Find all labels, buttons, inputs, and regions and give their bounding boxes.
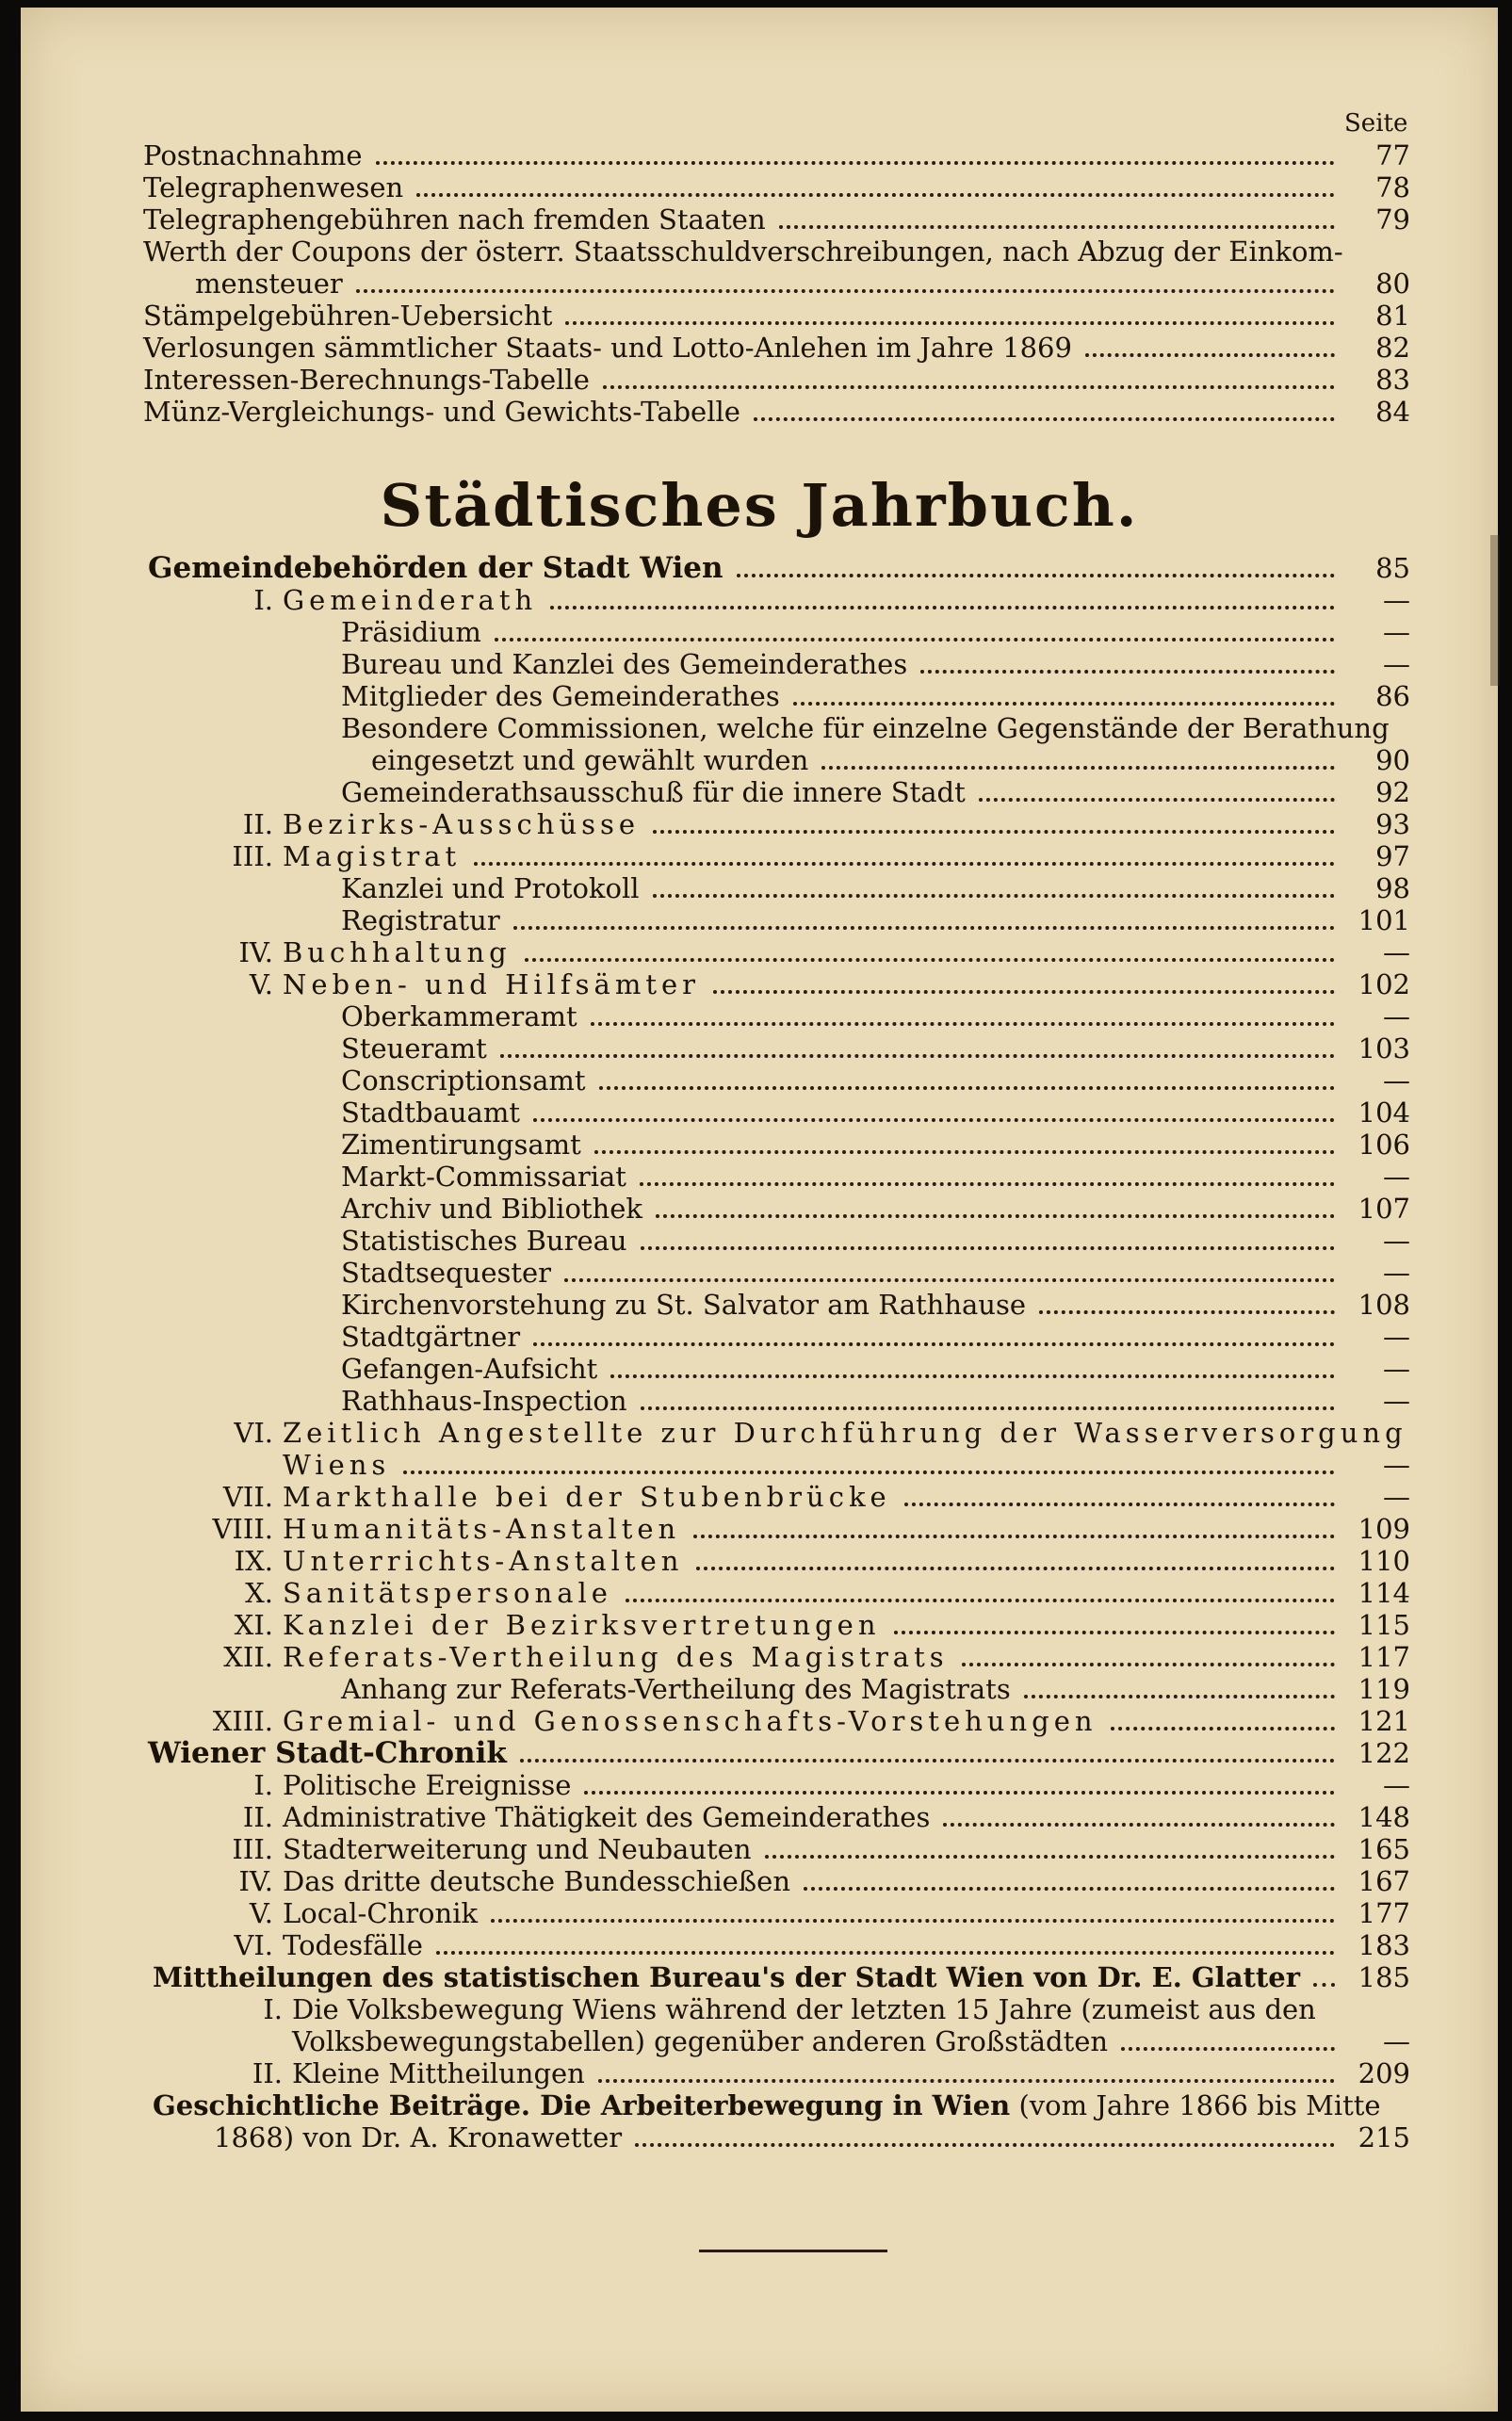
toc-entry xyxy=(341,1321,1410,1353)
entry-label: Gemeindebehörden der Stadt Wien xyxy=(148,551,723,585)
toc-entry xyxy=(171,1769,1410,1801)
page-number: 110 xyxy=(1358,1545,1410,1577)
entry-label: Stadtbauamt xyxy=(341,1097,521,1129)
page-number: 167 xyxy=(1358,1865,1410,1897)
page-number: — xyxy=(1383,1385,1410,1417)
dot-leader xyxy=(894,1631,1336,1634)
dot-leader xyxy=(979,798,1335,802)
page-number: 83 xyxy=(1375,364,1410,396)
dot-leader xyxy=(491,1919,1335,1923)
page-number: 104 xyxy=(1358,1097,1410,1129)
toc-entry xyxy=(171,1705,1410,1737)
entry-label: Bureau und Kanzlei des Gemeinderathes xyxy=(341,648,908,680)
coupon-line: Werth der Coupons der österr. Staatsschuldverschreibungen, nach Abzug der Einkom- xyxy=(143,236,1343,268)
dot-leader xyxy=(603,385,1335,389)
page-number: 107 xyxy=(1358,1193,1410,1225)
dot-leader xyxy=(376,161,1335,165)
dot-leader xyxy=(754,417,1335,421)
page-number: 185 xyxy=(1358,1961,1410,1993)
dot-leader xyxy=(653,830,1335,834)
entry-label: mensteuer xyxy=(195,268,343,300)
dot-leader xyxy=(1085,353,1335,357)
dot-leader xyxy=(591,1022,1335,1026)
entry-label: Gremial- und Genossenschafts-Vorstehungen xyxy=(283,1705,1097,1737)
entry-number: V. xyxy=(249,1897,273,1929)
entry-label: Telegraphenwesen xyxy=(143,171,404,203)
toc-entry xyxy=(341,1161,1410,1193)
dot-leader xyxy=(765,1855,1335,1859)
entry-label: Anhang zur Referats-Vertheilung des Magistrats xyxy=(341,1673,1011,1705)
toc-entry xyxy=(143,300,1410,332)
toc-entry xyxy=(341,1353,1410,1385)
toc-section xyxy=(153,1961,1410,1993)
dot-leader xyxy=(943,1823,1335,1827)
dot-leader xyxy=(610,1374,1335,1378)
toc-entry xyxy=(171,1833,1410,1865)
dot-leader xyxy=(525,958,1335,962)
toc-section xyxy=(148,1737,1410,1769)
page-number: — xyxy=(1383,1000,1410,1032)
entry-number: V. xyxy=(249,968,273,1000)
toc-entry xyxy=(341,776,1410,808)
entry-label: Stadtsequester xyxy=(341,1257,552,1289)
entry-label: Mittheilungen des statistischen Bureau's der Stadt Wien von Dr. E. Glatter xyxy=(153,1961,1300,1993)
page-number: 97 xyxy=(1375,840,1410,872)
entry-number: III. xyxy=(232,1833,273,1865)
dot-leader xyxy=(696,1567,1335,1570)
seite-label: Seite xyxy=(1344,109,1408,138)
entry-number: XI. xyxy=(234,1609,273,1641)
dot-leader xyxy=(356,289,1335,293)
page-number: — xyxy=(1383,1161,1410,1193)
page-number: 215 xyxy=(1358,2121,1410,2153)
page-number: 106 xyxy=(1358,1129,1410,1161)
entry-label: Politische Ereignisse xyxy=(283,1769,572,1801)
page-edge-shadow xyxy=(1490,535,1500,686)
page-number: — xyxy=(1383,1769,1410,1801)
toc-entry xyxy=(341,904,1410,936)
toc-entry xyxy=(143,332,1410,364)
page-number: 84 xyxy=(1375,396,1410,428)
entry-label: Humanitäts-Anstalten xyxy=(283,1513,681,1545)
closing-rule xyxy=(699,2250,887,2252)
dot-leader xyxy=(564,1278,1335,1282)
dot-leader xyxy=(550,606,1335,609)
entry-number: VI. xyxy=(234,1929,273,1961)
page-number: 78 xyxy=(1375,171,1410,203)
entry-label: Buchhaltung xyxy=(283,936,512,968)
dot-leader xyxy=(635,2143,1335,2147)
page-number: — xyxy=(1383,936,1410,968)
entry-label: Oberkammeramt xyxy=(341,1000,577,1032)
dot-leader xyxy=(793,702,1335,706)
toc-entry xyxy=(341,1225,1410,1257)
page-number: — xyxy=(1383,1353,1410,1385)
toc-entry xyxy=(171,2057,1410,2089)
page-number: 86 xyxy=(1375,680,1410,712)
volks-line xyxy=(171,1993,1316,2025)
entry-number: I. xyxy=(263,1993,283,2025)
page-number: 102 xyxy=(1358,968,1410,1000)
dot-leader xyxy=(626,1599,1335,1602)
toc-entry xyxy=(171,1865,1410,1897)
dot-leader xyxy=(594,1150,1335,1154)
toc-entry xyxy=(171,1897,1410,1929)
entry-label: eingesetzt und gewählt wurden xyxy=(371,744,809,776)
entry-label: Wiener Stadt-Chronik xyxy=(148,1736,507,1770)
toc-entry xyxy=(341,648,1410,680)
toc-entry xyxy=(171,840,1410,872)
entry-label: Local-Chronik xyxy=(283,1897,479,1929)
geschicht-line xyxy=(153,2089,1381,2121)
dot-leader xyxy=(474,862,1335,866)
toc-entry xyxy=(341,680,1410,712)
entry-number: II. xyxy=(252,2057,283,2089)
entry-label: Markt-Commissariat xyxy=(341,1161,626,1193)
entry-number: II. xyxy=(242,808,273,840)
page-number: 183 xyxy=(1358,1929,1410,1961)
dot-leader xyxy=(904,1503,1335,1506)
page-number: — xyxy=(1383,1481,1410,1513)
toc-entry xyxy=(341,872,1410,904)
entry-label: Interessen-Berechnungs-Tabelle xyxy=(143,364,590,396)
entry-number: VI. xyxy=(234,1417,273,1449)
entry-number: IV. xyxy=(238,1865,273,1897)
dot-leader xyxy=(533,1118,1335,1122)
dot-leader xyxy=(713,990,1335,994)
entry-label: Zimentirungsamt xyxy=(341,1129,581,1161)
dot-leader xyxy=(436,1951,1335,1955)
page-number: — xyxy=(1383,1321,1410,1353)
page-number: 119 xyxy=(1358,1673,1410,1705)
page-number: — xyxy=(1383,1225,1410,1257)
toc-entry xyxy=(341,1193,1410,1225)
entry-label: Steueramt xyxy=(341,1032,487,1064)
entry-label: Markthalle bei der Stubenbrücke xyxy=(283,1481,891,1513)
page-number: 81 xyxy=(1375,300,1410,332)
page-number: 98 xyxy=(1375,872,1410,904)
toc-entry xyxy=(341,1289,1410,1321)
toc-entry xyxy=(195,268,1410,300)
dot-leader xyxy=(1111,1727,1335,1730)
entry-label: Archiv und Bibliothek xyxy=(341,1193,642,1225)
section-heading: Städtisches Jahrbuch. xyxy=(380,471,1139,540)
page-number: 80 xyxy=(1375,268,1410,300)
page xyxy=(21,8,1498,2412)
entry-label: Magistrat xyxy=(283,840,462,872)
page-number: — xyxy=(1383,1064,1410,1097)
toc-entry xyxy=(171,1545,1410,1577)
dot-leader xyxy=(920,670,1335,674)
entry-number: XII. xyxy=(223,1641,273,1673)
toc-entry xyxy=(171,1801,1410,1833)
dot-leader xyxy=(737,574,1335,577)
entry-number: IV. xyxy=(238,936,273,968)
toc-entry xyxy=(171,1577,1410,1609)
dot-leader xyxy=(1121,2047,1335,2051)
toc-entry xyxy=(143,203,1410,236)
dot-leader xyxy=(641,1246,1335,1250)
entry-number: I. xyxy=(253,584,273,616)
toc-section xyxy=(148,552,1410,584)
page-number: 103 xyxy=(1358,1032,1410,1064)
entry-label: Bezirks-Ausschüsse xyxy=(283,808,641,840)
page-number: — xyxy=(1383,648,1410,680)
toc-entry xyxy=(292,2025,1410,2057)
entry-number: II. xyxy=(242,1801,273,1833)
dot-leader xyxy=(584,1791,1335,1795)
page-number: 209 xyxy=(1358,2057,1410,2089)
page-number: 93 xyxy=(1375,808,1410,840)
entry-label: Das dritte deutsche Bundesschießen xyxy=(283,1865,790,1897)
toc-entry xyxy=(283,1449,1410,1481)
entry-number: I. xyxy=(253,1769,273,1801)
dot-leader xyxy=(598,2079,1335,2083)
dot-leader xyxy=(1039,1310,1335,1314)
dot-leader xyxy=(416,193,1335,197)
dot-leader xyxy=(599,1086,1335,1090)
entry-label: Todesfälle xyxy=(283,1929,423,1961)
entry-label: Präsidium xyxy=(341,616,481,648)
page-number: 92 xyxy=(1375,776,1410,808)
page-number: — xyxy=(1383,1257,1410,1289)
toc-entry xyxy=(341,1129,1410,1161)
page-number: — xyxy=(1383,616,1410,648)
dot-leader xyxy=(495,638,1335,642)
entry-label: Kleine Mittheilungen xyxy=(292,2057,585,2089)
dot-leader xyxy=(1313,1983,1335,1987)
page-number: — xyxy=(1383,584,1410,616)
toc-entry xyxy=(341,1257,1410,1289)
page-number: — xyxy=(1383,2025,1410,2057)
entry-label: 1868) von Dr. A. Kronawetter xyxy=(214,2121,623,2153)
entry-number: VIII. xyxy=(212,1513,273,1545)
entry-number: XIII. xyxy=(212,1705,273,1737)
page-number: 148 xyxy=(1358,1801,1410,1833)
entry-label: Volksbewegungstabellen) gegenüber anderen Großstädten xyxy=(292,2025,1109,2057)
page-number: 77 xyxy=(1375,139,1410,171)
page-number: 82 xyxy=(1375,332,1410,364)
dot-leader xyxy=(804,1887,1335,1891)
entry-label: Die Volksbewegung Wiens während der letzten 15 Jahre (zumeist aus den xyxy=(292,1993,1316,2025)
page-number: 165 xyxy=(1358,1833,1410,1865)
toc-entry xyxy=(341,1673,1410,1705)
dot-leader xyxy=(779,225,1335,229)
entry-label: Gemeinderath xyxy=(283,584,538,616)
dot-leader xyxy=(962,1663,1335,1666)
entry-number: III. xyxy=(232,840,273,872)
page-number: 115 xyxy=(1358,1609,1410,1641)
dot-leader xyxy=(656,1214,1335,1218)
entry-label: Verlosungen sämmtlicher Staats- und Lotto-Anlehen im Jahre 1869 xyxy=(143,332,1072,364)
toc-entry xyxy=(341,1000,1410,1032)
entry-label: Gefangen-Aufsicht xyxy=(341,1353,598,1385)
dot-leader xyxy=(653,894,1335,898)
toc-entry xyxy=(143,139,1410,171)
entry-label: Rathhaus-Inspection xyxy=(341,1385,627,1417)
entry-label: Neben- und Hilfsämter xyxy=(283,968,701,1000)
toc-entry xyxy=(341,1097,1410,1129)
dot-leader xyxy=(500,1054,1335,1058)
page-number: 108 xyxy=(1358,1289,1410,1321)
toc-entry xyxy=(171,968,1410,1000)
dot-leader xyxy=(403,1470,1335,1474)
entry-label: Statistisches Bureau xyxy=(341,1225,627,1257)
dot-leader xyxy=(641,1406,1336,1410)
toc-entry xyxy=(143,171,1410,203)
entry-label: Kanzlei der Bezirksvertretungen xyxy=(283,1609,881,1641)
entry-label: Gemeinderathsausschuß für die innere Stadt xyxy=(341,776,966,808)
entry-label: Wiens xyxy=(283,1449,391,1481)
toc-entry xyxy=(171,808,1410,840)
page-number: 109 xyxy=(1358,1513,1410,1545)
page-number: 177 xyxy=(1358,1897,1410,1929)
toc-entry xyxy=(171,584,1410,616)
entry-label: Stämpelgebühren-Uebersicht xyxy=(143,300,553,332)
toc-entry xyxy=(214,2121,1410,2153)
entry-label: Unterrichts-Anstalten xyxy=(283,1545,684,1577)
entry-label: Münz-Vergleichungs- und Gewichts-Tabelle xyxy=(143,396,740,428)
toc-entry xyxy=(341,1032,1410,1064)
zeitlich-line xyxy=(171,1417,1407,1449)
page-number: 114 xyxy=(1358,1577,1410,1609)
toc-entry xyxy=(171,1513,1410,1545)
entry-label: Administrative Thätigkeit des Gemeinderathes xyxy=(283,1801,931,1833)
toc-entry xyxy=(171,1929,1410,1961)
page-number: 79 xyxy=(1375,203,1410,236)
entry-label: Postnachnahme xyxy=(143,139,363,171)
entry-label-rest: (vom Jahre 1866 bis Mitte xyxy=(1010,2089,1381,2121)
page-number: 117 xyxy=(1358,1641,1410,1673)
dot-leader xyxy=(513,926,1335,930)
entry-label: Sanitätspersonale xyxy=(283,1577,612,1609)
page-number: 85 xyxy=(1375,552,1410,584)
page-number: 90 xyxy=(1375,744,1410,776)
entry-number: VII. xyxy=(222,1481,273,1513)
dot-leader xyxy=(640,1182,1335,1186)
entry-label: Conscriptionsamt xyxy=(341,1064,586,1097)
entry-label: Registratur xyxy=(341,904,500,936)
commissionen-line: Besondere Commissionen, welche für einzelne Gegenstände der Berathung xyxy=(341,712,1390,744)
entry-label: Stadtgärtner xyxy=(341,1321,521,1353)
toc-entry xyxy=(171,1609,1410,1641)
entry-label: Mitglieder des Gemeinderathes xyxy=(341,680,780,712)
page-number: 122 xyxy=(1358,1737,1410,1769)
entry-number: X. xyxy=(245,1577,273,1609)
entry-label-bold: Geschichtliche Beiträge. Die Arbeiterbewegung in Wien xyxy=(153,2089,1011,2121)
entry-label: Stadterweiterung und Neubauten xyxy=(283,1833,752,1865)
dot-leader xyxy=(565,321,1335,325)
toc-entry xyxy=(143,396,1410,428)
dot-leader xyxy=(821,766,1335,770)
toc-entry xyxy=(341,1064,1410,1097)
dot-leader xyxy=(533,1342,1335,1346)
dot-leader xyxy=(693,1535,1335,1538)
toc-entry xyxy=(341,1385,1410,1417)
toc-entry xyxy=(171,936,1410,968)
toc-entry xyxy=(143,364,1410,396)
toc-entry xyxy=(171,1481,1410,1513)
entry-label: Kanzlei und Protokoll xyxy=(341,872,640,904)
entry-label: Zeitlich Angestellte zur Durchführung der Wasserversorgung xyxy=(283,1417,1407,1449)
dot-leader xyxy=(520,1759,1335,1763)
entry-label: Referats-Vertheilung des Magistrats xyxy=(283,1641,949,1673)
toc-entry xyxy=(371,744,1410,776)
dot-leader xyxy=(1024,1695,1335,1698)
entry-number: IX. xyxy=(234,1545,273,1577)
entry-label: Telegraphengebühren nach fremden Staaten xyxy=(143,203,766,236)
page-number: 101 xyxy=(1358,904,1410,936)
page-number: 121 xyxy=(1358,1705,1410,1737)
toc-entry xyxy=(341,616,1410,648)
page-number: — xyxy=(1383,1449,1410,1481)
entry-label: Kirchenvorstehung zu St. Salvator am Rathhause xyxy=(341,1289,1027,1321)
toc-entry xyxy=(171,1641,1410,1673)
